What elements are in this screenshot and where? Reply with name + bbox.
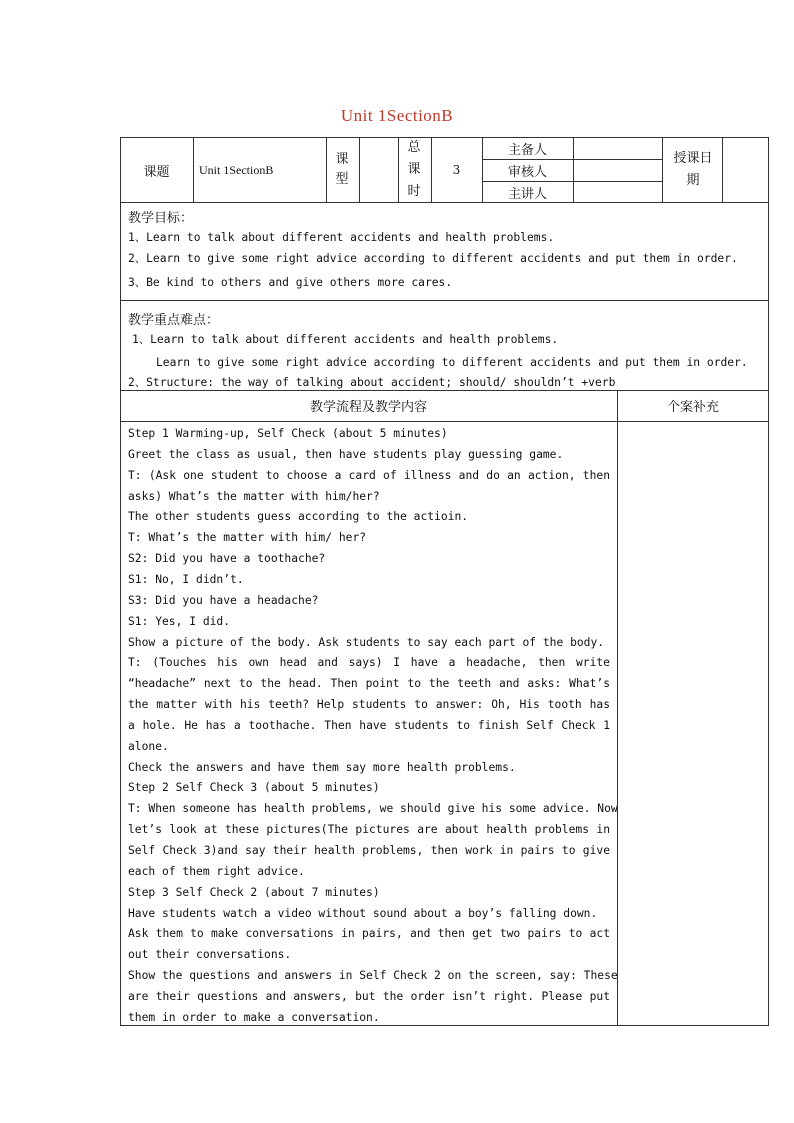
process-line: Step 3 Self Check 2 (about 7 minutes) bbox=[128, 885, 380, 899]
process-line: each of them right advice. bbox=[128, 864, 305, 878]
process-line: Check the answers and have them say more health problems. bbox=[128, 760, 516, 774]
process-line: let’s look at these pictures(The pictures are about health problems in bbox=[128, 823, 610, 837]
page-title: Unit 1SectionB bbox=[340, 106, 454, 125]
total-value: 3 bbox=[452, 163, 461, 177]
role-lecturer: 主讲人 bbox=[507, 186, 547, 202]
process-line: Step 2 Self Check 3 (about 5 minutes) bbox=[128, 781, 380, 795]
process-line: are their questions and answers, but the order isn’t right. Please put bbox=[128, 989, 610, 1003]
process-line: Ask them to make conversations in pairs, and then get two pairs to act bbox=[128, 927, 610, 941]
process-line: T: (Ask one student to choose a card of illness and do an action, then bbox=[128, 468, 610, 482]
process-line: Have students watch a video without sound about a boy’s falling down. bbox=[128, 906, 598, 920]
process-line: T: What’s the matter with him/ her? bbox=[128, 531, 367, 545]
topic-label: 课题 bbox=[143, 164, 170, 180]
objective-item: 3、Be kind to others and give others more cares. bbox=[128, 276, 453, 289]
process-line: T: When someone has health problems, we should give his some advice. Now bbox=[128, 802, 618, 816]
process-line: Greet the class as usual, then have students play guessing game. bbox=[128, 447, 564, 461]
process-line: Show the questions and answers in Self Check 2 on the screen, say: These bbox=[128, 969, 618, 983]
process-line: S2: Did you have a toothache? bbox=[128, 552, 326, 566]
topic-value: Unit 1SectionB bbox=[199, 162, 274, 177]
date-label: 授课日期 bbox=[673, 151, 713, 188]
key-point-item: 1、Learn to talk about different accidents and health problems. bbox=[132, 333, 559, 346]
objective-item: 2、Learn to give some right advice according to different accidents and put them in order. bbox=[128, 252, 738, 265]
process-line: Show a picture of the body. Ask students to say each part of the body. bbox=[128, 635, 605, 649]
process-heading: 教学流程及教学内容 bbox=[309, 400, 427, 415]
process-line: S1: Yes, I did. bbox=[128, 614, 231, 628]
process-line: them in order to make a conversation. bbox=[128, 1010, 380, 1024]
process-line: asks) What’s the matter with him/her? bbox=[128, 489, 380, 503]
process-line: the matter with his teeth? Help students to answer: Oh, His tooth has bbox=[128, 698, 610, 712]
type-label: 课型 bbox=[335, 152, 349, 187]
process-line: alone. bbox=[128, 739, 169, 753]
process-line: “headache” next to the head. Then point to the teeth and asks: What’s bbox=[128, 677, 610, 691]
key-point-item: 2、Structure: the way of talking about accident; should/ shouldn’t +verb bbox=[128, 376, 616, 389]
process-line: Self Check 3)and say their health problems, then work in pairs to give bbox=[128, 844, 610, 857]
process-line: T: (Touches his own head and says) I have a headache, then write bbox=[128, 656, 610, 670]
process-line: Step 1 Warming-up, Self Check (about 5 minutes) bbox=[128, 427, 448, 440]
key-point-item: Learn to give some right advice according to different accidents and put them in order. bbox=[156, 356, 748, 369]
process-line: S3: Did you have a headache? bbox=[128, 593, 319, 607]
process-line: S1: No, I didn’t. bbox=[128, 572, 244, 586]
total-label: 总课时 bbox=[407, 140, 421, 199]
process-line: out their conversations. bbox=[128, 948, 292, 962]
role-reviewer: 审核人 bbox=[507, 164, 547, 180]
role-main-prep: 主备人 bbox=[507, 142, 547, 158]
objective-item: 1、Learn to talk about different accidents and health problems. bbox=[128, 231, 555, 244]
process-line: The other students guess according to the actioin. bbox=[128, 510, 469, 524]
process-line: a hole. He has a toothache. Then have students to finish Self Check 1 bbox=[128, 718, 610, 732]
supplement-heading: 个案补充 bbox=[666, 400, 719, 415]
key-points-heading: 教学重点难点： bbox=[128, 313, 220, 328]
objectives-heading: 教学目标： bbox=[128, 211, 194, 226]
